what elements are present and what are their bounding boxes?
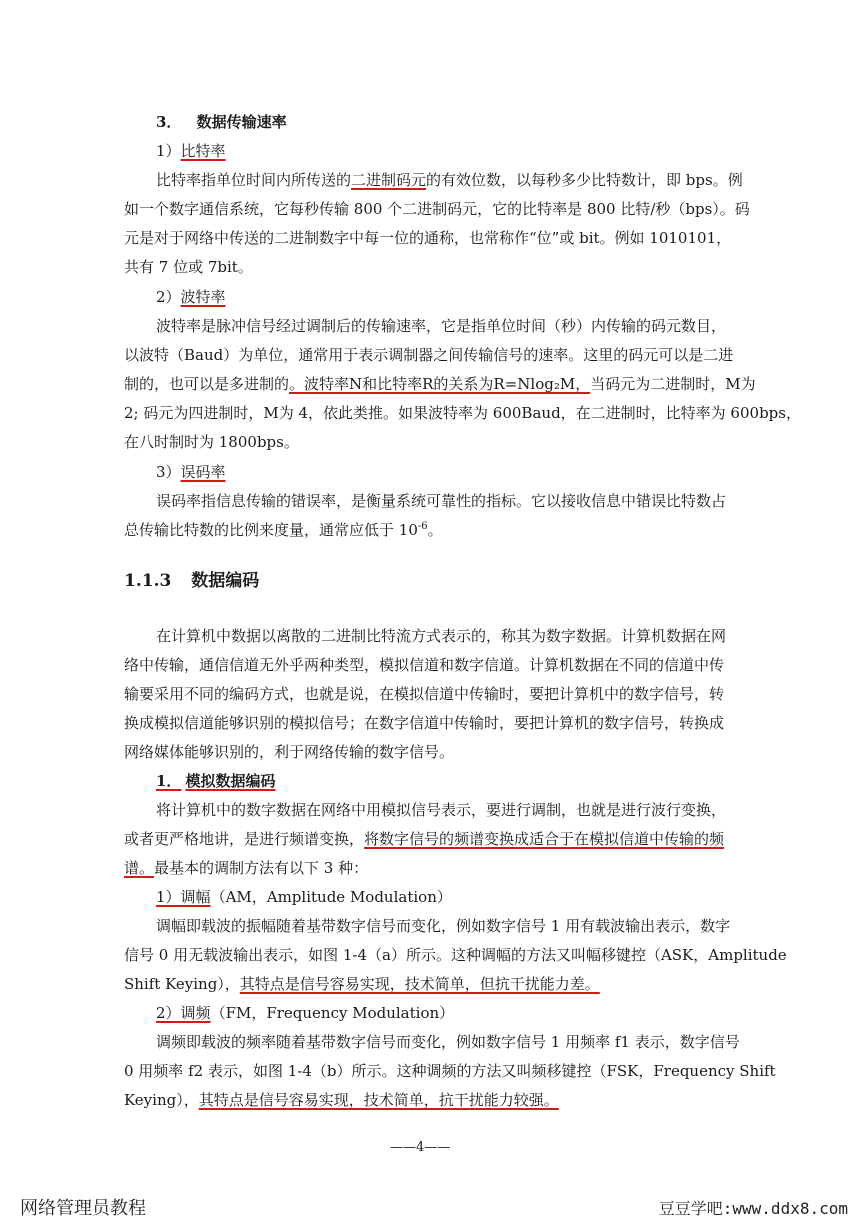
error-rate-heading — [156, 462, 226, 484]
footer-left-title: 网络管理员教程 — [20, 1198, 146, 1219]
paragraph-line: 在计算机中数据以离散的二进制比特流方式表示的，称其为数字数据。计算机数据在网 — [156, 627, 727, 645]
text: 当码元为二进制时，M为 — [590, 375, 756, 393]
paragraph-line — [124, 374, 756, 396]
item-number: 3） — [156, 463, 181, 481]
paragraph-line: 调频即载波的频率随着基带数字信号而变化，例如数字信号 1 用频率 f1 表示，数字信号 — [156, 1033, 740, 1051]
item-number: 1） — [156, 142, 181, 160]
section-title: 数据编码 — [191, 571, 260, 591]
paragraph-line — [124, 974, 600, 996]
superscript: -6 — [417, 521, 428, 532]
text: 总传输比特数的比例来度量，通常应低于 10 — [124, 521, 418, 539]
text: 的有效位数，以每秒多少比特数计，即 bps。例 — [426, 171, 743, 189]
paragraph-line: 2; 码元为四进制时，M为 4，依此类推。如果波特率为 600Baud，在二进制时，比特率为 600bps， — [124, 404, 801, 422]
paragraph-line: 误码率指信息传输的错误率，是衡量系统可靠性的指标。它以接收信息中错误比特数占 — [156, 492, 727, 510]
text: （FM，Frequency Modulation） — [210, 1004, 455, 1022]
text: 。 — [427, 521, 443, 539]
paragraph-line: 以波特（Baud）为单位，通常用于表示调制器之间传输信号的速率。这里的码元可以是二进 — [124, 346, 734, 364]
heading-text: 模拟数据编码 — [185, 772, 276, 790]
section-113-heading — [124, 571, 259, 593]
formula-text: 。波特率N和比特率R的关系为R=Nlog₂M， — [289, 375, 591, 393]
paragraph-line: 换成模拟信道能够识别的模拟信号；在数字信道中传输时，要把计算机的数字信号，转换成 — [124, 714, 725, 732]
paragraph-line: 调幅即载波的振幅随着基带数字信号而变化，例如数字信号 1 用有载波输出表示，数字 — [156, 917, 731, 935]
paragraph-line — [124, 829, 724, 851]
text: Shift Keying）， — [124, 975, 240, 993]
fm-label: 调频 — [180, 1004, 211, 1022]
text: 或者更严格地讲，是进行频谱变换， — [124, 830, 365, 848]
fm-heading — [156, 1003, 454, 1025]
am-heading — [156, 887, 452, 909]
highlight-text: 谱。 — [124, 859, 155, 877]
item-number: 1． — [156, 772, 182, 790]
section-number: 1.1.3 — [124, 571, 172, 591]
paragraph-line: 在八时制时为 1800bps。 — [124, 433, 299, 451]
baud-rate-label: 波特率 — [180, 288, 226, 306]
text: （AM，Amplitude Modulation） — [210, 888, 452, 906]
highlight-text: 将数字信号的频谱变换成适合于在模拟信道中传输的频 — [364, 830, 725, 848]
fm-label-underline — [156, 1004, 211, 1022]
paragraph-line: 网络媒体能够识别的，利于网络传输的数字信号。 — [124, 743, 455, 761]
paragraph-line: 共有 7 位或 7bit。 — [124, 258, 253, 276]
paragraph-line: 0 用频率 f2 表示，如图 1-4（b）所示。这种调频的方法又叫频移键控（FSK，Frequency Shift — [124, 1062, 776, 1080]
text: 最基本的调制方法有以下 3 种： — [154, 859, 369, 877]
am-label-underline — [156, 888, 211, 906]
footer-right-site: 豆豆学吧:www.ddx8.com — [658, 1199, 848, 1218]
paragraph-line — [124, 520, 443, 542]
paragraph-line: 波特率是脉冲信号经过调制后的传输速率，它是指单位时间（秒）内传输的码元数目， — [156, 317, 727, 335]
analog-encoding-heading — [156, 771, 275, 793]
section-title: 数据传输速率 — [196, 113, 287, 131]
paragraph-line: 将计算机中的数字数据在网络中用模拟信号表示，要进行调制，也就是进行波行变换， — [156, 801, 727, 819]
paragraph-line — [124, 1090, 559, 1112]
section-3-heading — [156, 112, 287, 134]
error-rate-label: 误码率 — [180, 463, 226, 481]
item-number: 2） — [156, 288, 181, 306]
am-label: 调幅 — [180, 888, 211, 906]
heading-underline — [156, 772, 275, 790]
paragraph-line — [124, 858, 368, 880]
text: 制的，也可以是多进制的 — [124, 375, 290, 393]
highlight-text: 其特点是信号容易实现，技术简单，抗干扰能力较强。 — [198, 1091, 559, 1109]
paragraph-line — [156, 170, 743, 192]
item-number: 2） — [156, 1004, 181, 1022]
text: 比特率指单位时间内所传送的 — [156, 171, 352, 189]
text: Keying）， — [124, 1091, 199, 1109]
paragraph-line: 络中传输，通信信道无外乎两种类型，模拟信道和数字信道。计算机数据在不同的信道中传 — [124, 656, 725, 674]
page-number: ——4—— — [390, 1140, 451, 1155]
highlight-text: 其特点是信号容易实现，技术简单，但抗干扰能力差。 — [239, 975, 600, 993]
paragraph-line: 元是对于网络中传送的二进制数字中每一位的通称，也常称作“位”或 bit。例如 1010101， — [124, 229, 732, 247]
bit-rate-label: 比特率 — [180, 142, 226, 160]
item-number: 1） — [156, 888, 181, 906]
paragraph-line: 输要采用不同的编码方式，也就是说，在模拟信道中传输时，要把计算机中的数字信号，转 — [124, 685, 725, 703]
baud-rate-heading — [156, 287, 226, 309]
section-number: 3． — [156, 113, 182, 131]
paragraph-line: 如一个数字通信系统，它每秒传输 800 个二进制码元，它的比特率是 800 比特/秒（bps）。码 — [124, 200, 750, 218]
bit-rate-heading — [156, 141, 226, 163]
highlight-text: 二进制码元 — [351, 171, 427, 189]
paragraph-line: 信号 0 用无载波输出表示，如图 1-4（a）所示。这种调幅的方法又叫幅移键控（ASK，Amplitude — [124, 946, 787, 964]
